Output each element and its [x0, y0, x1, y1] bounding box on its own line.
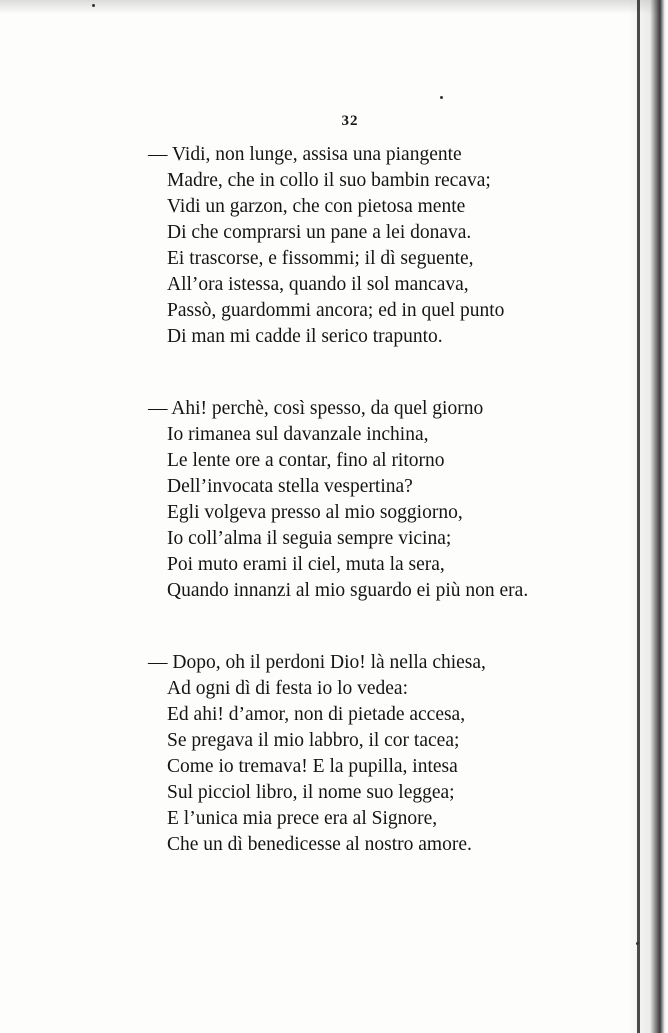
- verse-line: Poi muto erami il ciel, muta la sera,: [167, 554, 445, 575]
- verse-line: Ed ahi! d’amor, non di pietade accesa,: [167, 704, 466, 725]
- ink-speck: [636, 942, 639, 945]
- verse-line: Ei trascorse, e fissommi; il dì seguente,: [167, 248, 474, 269]
- verse-line: Sul picciol libro, il nome suo leggea;: [167, 782, 455, 803]
- verse-line: Le lente ore a contar, fino al ritorno: [167, 450, 445, 471]
- verse-line: Io coll’alma il seguia sempre vicina;: [167, 528, 452, 549]
- verse-line: Di man mi cadde il serico trapunto.: [167, 326, 443, 347]
- verse-line: Come io tremava! E la pupilla, intesa: [167, 756, 458, 777]
- ink-speck: [440, 96, 443, 99]
- binding-edge-shadow: [628, 0, 668, 1033]
- page-number: 32: [341, 113, 359, 129]
- verse-line: Quando innanzi al mio sguardo ei più non era.: [167, 580, 529, 601]
- verse-line: All’ora istessa, quando il sol mancava,: [167, 274, 469, 295]
- verse-line: Che un dì benedicesse al nostro amore.: [167, 834, 472, 855]
- binding-edge-line: [637, 0, 640, 1033]
- verse-line: Dell’invocata stella vespertina?: [167, 476, 413, 497]
- ink-speck: [92, 4, 95, 7]
- verse-line: Madre, che in collo il suo bambin recava;: [167, 170, 491, 191]
- page-top-shading: [0, 0, 668, 14]
- verse-line: Egli volgeva presso al mio soggiorno,: [167, 502, 463, 523]
- verse-line: Io rimanea sul davanzale inchina,: [167, 424, 429, 445]
- verse-line: Se pregava il mio labbro, il cor tacea;: [167, 730, 460, 751]
- verse-line: Ad ogni dì di festa io lo vedea:: [167, 678, 408, 699]
- verse-line: — Dopo, oh il perdoni Dio! là nella chiesa,: [148, 652, 486, 673]
- verse-line: — Ahi! perchè, così spesso, da quel giorno: [148, 398, 484, 419]
- verse-line: Di che comprarsi un pane a lei donava.: [167, 222, 472, 243]
- verse-line: E l’unica mia prece era al Signore,: [167, 808, 438, 829]
- verse-line: Vidi un garzon, che con pietosa mente: [167, 196, 466, 217]
- verse-line: — Vidi, non lunge, assisa una piangente: [148, 144, 462, 165]
- verse-line: Passò, guardommi ancora; ed in quel punto: [167, 300, 505, 321]
